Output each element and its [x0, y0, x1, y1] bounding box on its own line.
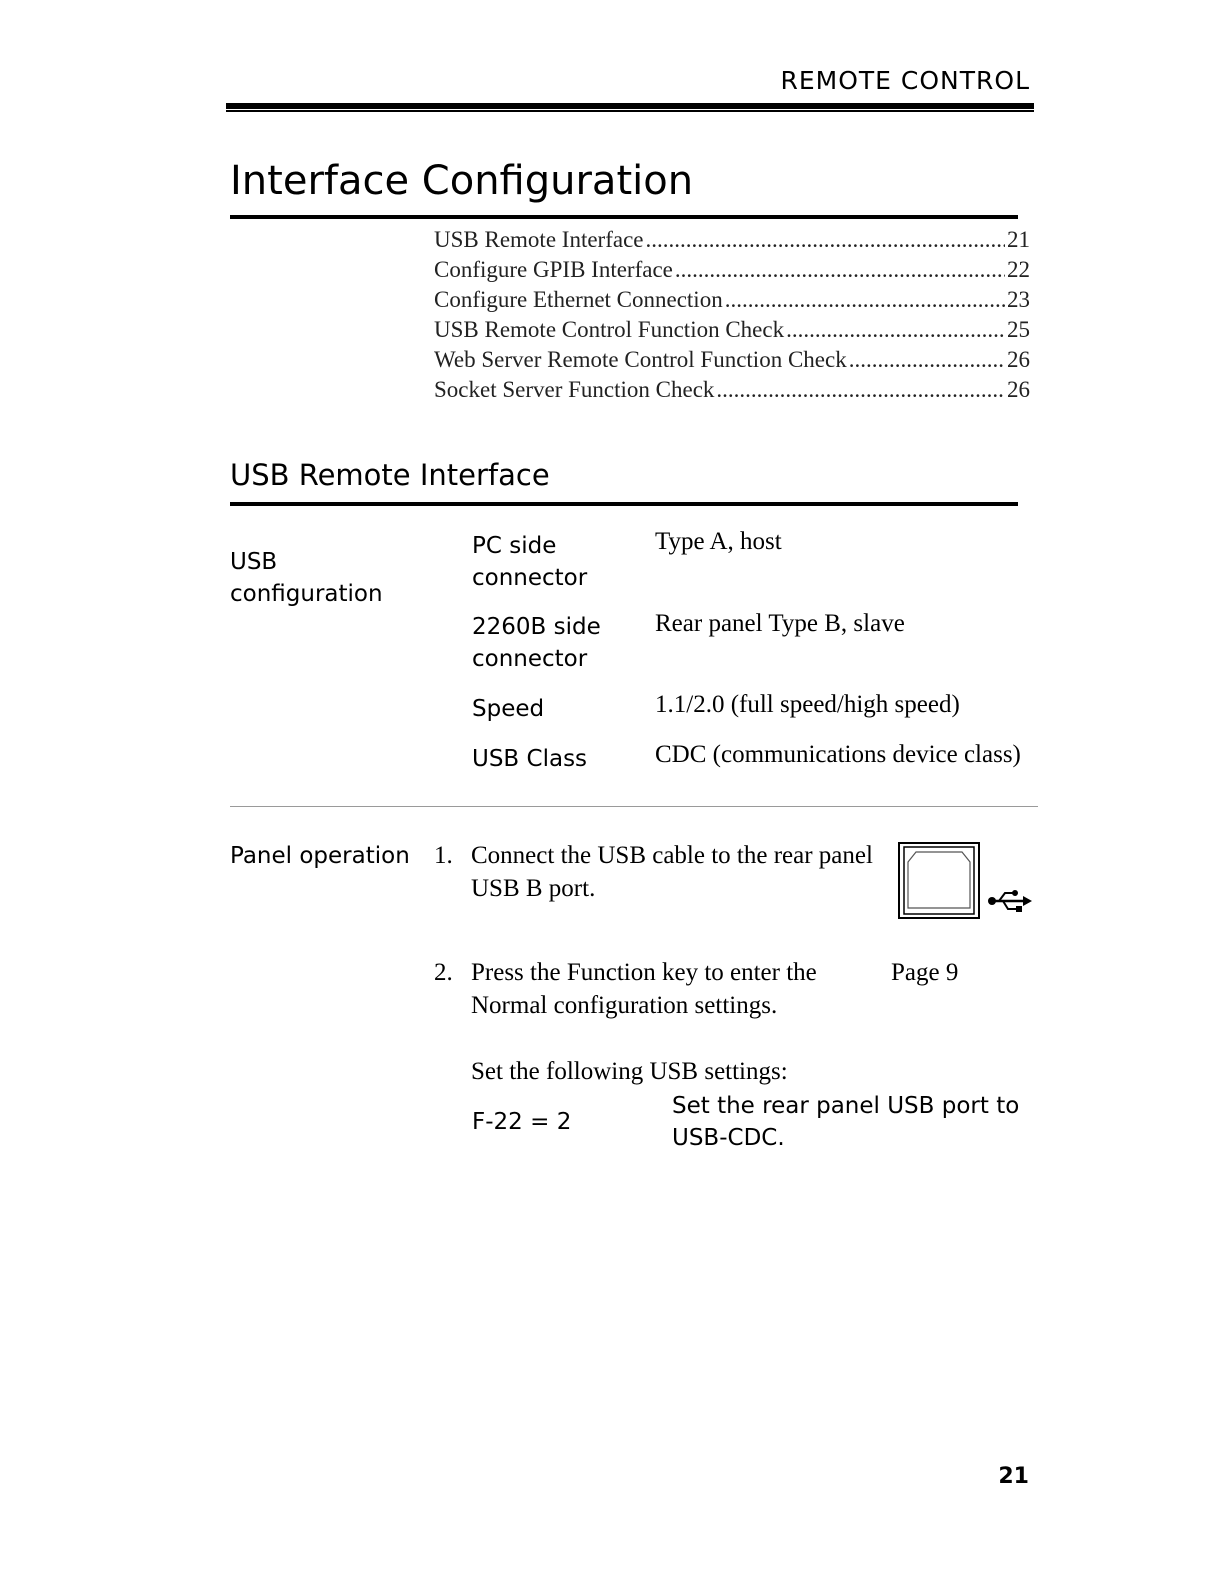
toc-leader-dots [725, 287, 1005, 313]
page-reference[interactable]: Page 9 [891, 959, 959, 986]
usb-b-port-icon [898, 842, 980, 919]
toc-entry[interactable] [434, 377, 1030, 407]
toc-entry-page: 23 [1007, 287, 1030, 312]
step-number: 2. [434, 959, 453, 986]
toc-entry[interactable] [434, 257, 1030, 287]
toc-entry-page: 26 [1007, 377, 1030, 402]
table-divider [230, 806, 1038, 807]
toc-leader-dots [716, 377, 1005, 403]
settings-intro: Set the following USB settings: [471, 1058, 788, 1085]
setting-description: Set the rear panel USB port to USB-CDC. [672, 1093, 1020, 1151]
setting-key: F-22 = 2 [472, 1109, 572, 1135]
toc-entry[interactable] [434, 347, 1030, 377]
toc-entry-page: 21 [1007, 227, 1030, 252]
toc-entry-label: Web Server Remote Control Function Check [434, 347, 847, 372]
toc-leader-dots [675, 257, 1005, 283]
toc-leader-dots [849, 347, 1005, 373]
toc-leader-dots [645, 227, 1005, 253]
header-rule [226, 103, 1034, 109]
step-text: Press the Function key to enter the Normal configuration settings. [471, 959, 817, 1019]
config-value: Type A, host [655, 528, 782, 555]
config-value: 1.1/2.0 (full speed/high speed) [655, 691, 960, 718]
toc-entry[interactable] [434, 317, 1030, 347]
panel-operation-label: Panel operation [230, 843, 410, 869]
step-number: 1. [434, 842, 453, 869]
table-of-contents [434, 227, 1030, 407]
toc-entry-page: 26 [1007, 347, 1030, 372]
config-param: USB Class [472, 746, 588, 772]
page-title: Interface Configuration [230, 158, 694, 204]
step-text: Connect the USB cable to the rear panel USB B port. [471, 842, 873, 902]
toc-entry-label: Configure GPIB Interface [434, 257, 673, 282]
section-heading: USB Remote Interface [230, 458, 550, 492]
toc-entry-label: USB Remote Control Function Check [434, 317, 785, 342]
header-rule-thin [226, 110, 1034, 112]
config-value: Rear panel Type B, slave [655, 610, 905, 637]
toc-entry-page: 22 [1007, 257, 1030, 282]
config-param: PC side connector [472, 533, 588, 591]
toc-entry-label: USB Remote Interface [434, 227, 644, 252]
section-rule [230, 502, 1018, 506]
toc-entry-label: Socket Server Function Check [434, 377, 715, 402]
toc-entry[interactable] [434, 287, 1030, 317]
page-number: 21 [998, 1464, 1029, 1489]
running-header: REMOTE CONTROL [780, 66, 1030, 95]
config-param: 2260B side connector [472, 614, 601, 672]
toc-leader-dots [786, 317, 1005, 343]
usb-symbol-icon [986, 888, 1032, 914]
config-param: Speed [472, 696, 545, 722]
toc-entry-label: Configure Ethernet Connection [434, 287, 723, 312]
usb-configuration-label: USB configuration [230, 549, 383, 607]
config-value: CDC (communications device class) [655, 741, 1021, 768]
title-rule [230, 215, 1018, 219]
toc-entry-page: 25 [1007, 317, 1030, 342]
toc-entry[interactable] [434, 227, 1030, 257]
